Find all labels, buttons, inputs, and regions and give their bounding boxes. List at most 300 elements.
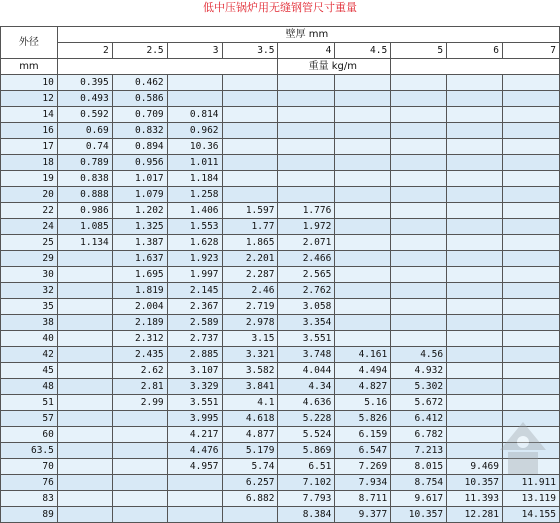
weight-cell[interactable]: 2.46	[222, 283, 278, 299]
weight-cell[interactable]	[112, 427, 167, 443]
weight-cell[interactable]: 1.553	[167, 219, 222, 235]
od-cell[interactable]: 20	[1, 187, 58, 203]
weight-cell[interactable]	[447, 187, 503, 203]
od-cell[interactable]: 40	[1, 331, 58, 347]
weight-cell[interactable]: 4.877	[222, 427, 278, 443]
weight-cell[interactable]: 1.997	[167, 267, 222, 283]
thickness-header-7[interactable]: 5	[391, 43, 447, 59]
weight-cell[interactable]	[112, 411, 167, 427]
weight-cell[interactable]: 0.789	[57, 155, 112, 171]
weight-cell[interactable]	[503, 75, 560, 91]
weight-cell[interactable]	[57, 347, 112, 363]
weight-cell[interactable]: 2.978	[222, 315, 278, 331]
weight-cell[interactable]: 7.213	[391, 443, 447, 459]
weight-cell[interactable]: 2.466	[278, 251, 335, 267]
weight-cell[interactable]	[391, 203, 447, 219]
weight-cell[interactable]: 0.832	[112, 123, 167, 139]
weight-cell[interactable]: 4.494	[335, 363, 391, 379]
weight-cell[interactable]	[447, 251, 503, 267]
weight-cell[interactable]	[278, 107, 335, 123]
weight-cell[interactable]: 7.934	[335, 475, 391, 491]
weight-cell[interactable]	[447, 315, 503, 331]
weight-cell[interactable]: 5.672	[391, 395, 447, 411]
weight-cell[interactable]	[447, 299, 503, 315]
weight-cell[interactable]	[503, 379, 560, 395]
weight-cell[interactable]: 5.524	[278, 427, 335, 443]
od-cell[interactable]: 76	[1, 475, 58, 491]
weight-cell[interactable]	[57, 427, 112, 443]
weight-cell[interactable]	[503, 139, 560, 155]
od-cell[interactable]: 29	[1, 251, 58, 267]
weight-cell[interactable]: 9.469	[447, 459, 503, 475]
weight-cell[interactable]: 11.911	[503, 475, 560, 491]
weight-cell[interactable]: 0.462	[112, 75, 167, 91]
weight-cell[interactable]: 1.011	[167, 155, 222, 171]
od-cell[interactable]: 48	[1, 379, 58, 395]
weight-cell[interactable]	[222, 91, 278, 107]
weight-cell[interactable]	[391, 107, 447, 123]
weight-cell[interactable]: 0.493	[57, 91, 112, 107]
weight-cell[interactable]: 0.814	[167, 107, 222, 123]
weight-cell[interactable]: 1.079	[112, 187, 167, 203]
table-row	[1, 331, 560, 347]
steel-pipe-weight-table	[0, 26, 560, 523]
weight-cell[interactable]: 5.869	[278, 443, 335, 459]
weight-cell[interactable]: 2.201	[222, 251, 278, 267]
weight-cell[interactable]	[391, 155, 447, 171]
od-cell[interactable]: 18	[1, 155, 58, 171]
weight-cell[interactable]	[278, 75, 335, 91]
thickness-header-3[interactable]: 3	[167, 43, 222, 59]
weight-cell[interactable]	[167, 475, 222, 491]
weight-cell[interactable]	[57, 491, 112, 507]
weight-cell[interactable]	[278, 171, 335, 187]
weight-cell[interactable]: 10.357	[391, 507, 447, 523]
weight-cell[interactable]: 4.932	[391, 363, 447, 379]
weight-cell[interactable]: 3.354	[278, 315, 335, 331]
weight-cell[interactable]	[57, 251, 112, 267]
weight-cell[interactable]: 0.395	[57, 75, 112, 91]
weight-cell[interactable]: 4.476	[167, 443, 222, 459]
od-cell[interactable]: 19	[1, 171, 58, 187]
weight-cell[interactable]: 2.99	[112, 395, 167, 411]
weight-cell[interactable]	[391, 187, 447, 203]
weight-cell[interactable]	[167, 91, 222, 107]
weight-cell[interactable]: 2.62	[112, 363, 167, 379]
weight-cell[interactable]	[447, 395, 503, 411]
thickness-header-5[interactable]: 4	[278, 43, 335, 59]
weight-cell[interactable]: 9.377	[335, 507, 391, 523]
weight-cell[interactable]: 4.56	[391, 347, 447, 363]
weight-cell[interactable]	[222, 155, 278, 171]
weight-cell[interactable]	[503, 395, 560, 411]
weight-cell[interactable]: 2.737	[167, 331, 222, 347]
thickness-header-1[interactable]: 2	[57, 43, 112, 59]
weight-cell[interactable]	[335, 187, 391, 203]
weight-cell[interactable]: 4.957	[167, 459, 222, 475]
od-cell[interactable]: 60	[1, 427, 58, 443]
weight-cell[interactable]	[503, 347, 560, 363]
od-unit-label[interactable]: mm	[1, 59, 58, 75]
weight-cell[interactable]	[503, 267, 560, 283]
weight-cell[interactable]	[57, 363, 112, 379]
weight-cell[interactable]: 1.77	[222, 219, 278, 235]
weight-cell[interactable]	[503, 331, 560, 347]
od-cell[interactable]: 89	[1, 507, 58, 523]
weight-cell[interactable]	[391, 251, 447, 267]
weight-cell[interactable]	[447, 123, 503, 139]
weight-cell[interactable]: 2.145	[167, 283, 222, 299]
table-row	[1, 283, 560, 299]
od-cell[interactable]: 30	[1, 267, 58, 283]
thickness-header-6[interactable]: 4.5	[335, 43, 391, 59]
weight-cell[interactable]	[57, 395, 112, 411]
weight-cell[interactable]: 0.838	[57, 171, 112, 187]
weight-cell[interactable]: 1.923	[167, 251, 222, 267]
weight-cell[interactable]: 11.393	[447, 491, 503, 507]
weight-cell[interactable]: 2.287	[222, 267, 278, 283]
weight-cell[interactable]: 10.36	[167, 139, 222, 155]
weight-cell[interactable]	[222, 123, 278, 139]
od-cell[interactable]: 45	[1, 363, 58, 379]
thickness-header-2[interactable]: 2.5	[112, 43, 167, 59]
weight-cell[interactable]	[335, 267, 391, 283]
weight-cell[interactable]: 1.695	[112, 267, 167, 283]
weight-cell[interactable]	[335, 171, 391, 187]
weight-cell[interactable]	[503, 283, 560, 299]
weight-cell[interactable]: 2.81	[112, 379, 167, 395]
weight-cell[interactable]: 5.16	[335, 395, 391, 411]
weight-cell[interactable]	[335, 75, 391, 91]
weight-cell[interactable]: 4.161	[335, 347, 391, 363]
weight-cell[interactable]: 7.793	[278, 491, 335, 507]
weight-cell[interactable]: 1.325	[112, 219, 167, 235]
weight-cell[interactable]	[391, 267, 447, 283]
table-row	[1, 235, 560, 251]
weight-cell[interactable]: 6.782	[391, 427, 447, 443]
weight-cell[interactable]	[447, 347, 503, 363]
weight-cell[interactable]: 3.841	[222, 379, 278, 395]
weight-cell[interactable]	[222, 107, 278, 123]
weight-cell[interactable]	[335, 139, 391, 155]
weight-cell[interactable]: 3.058	[278, 299, 335, 315]
weight-cell[interactable]: 5.74	[222, 459, 278, 475]
weight-cell[interactable]: 0.586	[112, 91, 167, 107]
weight-cell[interactable]	[57, 299, 112, 315]
weight-cell[interactable]	[278, 123, 335, 139]
weight-cell[interactable]	[335, 219, 391, 235]
weight-cell[interactable]	[391, 331, 447, 347]
weight-cell[interactable]	[447, 75, 503, 91]
weight-cell[interactable]	[447, 107, 503, 123]
weight-cell[interactable]: 10.357	[447, 475, 503, 491]
weight-cell[interactable]: 2.071	[278, 235, 335, 251]
weight-cell[interactable]: 8.384	[278, 507, 335, 523]
weight-cell[interactable]	[278, 187, 335, 203]
table-row	[1, 379, 560, 395]
weight-cell[interactable]	[335, 315, 391, 331]
weight-cell[interactable]: 8.754	[391, 475, 447, 491]
weight-cell[interactable]	[335, 203, 391, 219]
weight-cell[interactable]: 0.709	[112, 107, 167, 123]
weight-cell[interactable]: 5.302	[391, 379, 447, 395]
weight-cell[interactable]	[447, 91, 503, 107]
weight-cell[interactable]	[335, 251, 391, 267]
od-cell[interactable]: 38	[1, 315, 58, 331]
weight-cell[interactable]: 8.711	[335, 491, 391, 507]
weight-cell[interactable]: 1.184	[167, 171, 222, 187]
weight-cell[interactable]	[503, 315, 560, 331]
weight-cell[interactable]	[112, 491, 167, 507]
weight-cell[interactable]	[447, 267, 503, 283]
weight-cell[interactable]	[447, 203, 503, 219]
od-cell[interactable]: 51	[1, 395, 58, 411]
weight-cell[interactable]	[391, 171, 447, 187]
weight-cell[interactable]	[335, 331, 391, 347]
table-row	[1, 347, 560, 363]
blank-cell[interactable]	[391, 59, 560, 75]
weight-unit-label[interactable]: 重量 kg/m	[278, 59, 391, 75]
weight-cell[interactable]	[391, 283, 447, 299]
weight-cell[interactable]: 13.119	[503, 491, 560, 507]
weight-cell[interactable]	[112, 507, 167, 523]
weight-cell[interactable]	[391, 315, 447, 331]
weight-cell[interactable]: 4.1	[222, 395, 278, 411]
table-row	[1, 251, 560, 267]
weight-cell[interactable]: 2.885	[167, 347, 222, 363]
weight-cell[interactable]	[222, 187, 278, 203]
weight-cell[interactable]: 5.179	[222, 443, 278, 459]
thickness-header-9[interactable]: 7	[503, 43, 560, 59]
od-cell[interactable]: 83	[1, 491, 58, 507]
weight-cell[interactable]: 0.69	[57, 123, 112, 139]
weight-cell[interactable]: 1.819	[112, 283, 167, 299]
weight-cell[interactable]: 9.617	[391, 491, 447, 507]
weight-cell[interactable]	[447, 171, 503, 187]
table-row	[1, 139, 560, 155]
weight-cell[interactable]	[335, 283, 391, 299]
table-row	[1, 315, 560, 331]
weight-cell[interactable]	[391, 235, 447, 251]
weight-cell[interactable]: 1.258	[167, 187, 222, 203]
weight-cell[interactable]: 1.406	[167, 203, 222, 219]
weight-cell[interactable]	[112, 475, 167, 491]
weight-cell[interactable]: 6.159	[335, 427, 391, 443]
weight-cell[interactable]	[278, 139, 335, 155]
thickness-header-8[interactable]: 6	[447, 43, 503, 59]
weight-cell[interactable]: 4.618	[222, 411, 278, 427]
weight-cell[interactable]	[503, 235, 560, 251]
weight-cell[interactable]	[447, 139, 503, 155]
weight-cell[interactable]	[503, 363, 560, 379]
weight-cell[interactable]	[503, 91, 560, 107]
od-label[interactable]: 外径	[1, 27, 58, 59]
od-cell[interactable]: 12	[1, 91, 58, 107]
table-row	[1, 411, 560, 427]
weight-cell[interactable]: 4.34	[278, 379, 335, 395]
weight-cell[interactable]: 0.888	[57, 187, 112, 203]
weight-cell[interactable]: 0.956	[112, 155, 167, 171]
weight-cell[interactable]	[167, 491, 222, 507]
weight-cell[interactable]	[57, 379, 112, 395]
weight-cell[interactable]	[335, 299, 391, 315]
weight-cell[interactable]: 0.986	[57, 203, 112, 219]
weight-cell[interactable]: 1.776	[278, 203, 335, 219]
weight-cell[interactable]: 2.762	[278, 283, 335, 299]
od-cell[interactable]: 25	[1, 235, 58, 251]
weight-cell[interactable]: 8.015	[391, 459, 447, 475]
od-cell[interactable]: 24	[1, 219, 58, 235]
weight-cell[interactable]	[447, 219, 503, 235]
weight-cell[interactable]	[503, 123, 560, 139]
weight-cell[interactable]: 2.435	[112, 347, 167, 363]
weight-cell[interactable]	[335, 155, 391, 171]
weight-cell[interactable]: 7.269	[335, 459, 391, 475]
weight-cell[interactable]: 0.74	[57, 139, 112, 155]
weight-cell[interactable]	[447, 235, 503, 251]
weight-cell[interactable]: 2.189	[112, 315, 167, 331]
weight-cell[interactable]: 7.102	[278, 475, 335, 491]
weight-cell[interactable]	[57, 459, 112, 475]
watermark-logo-icon	[494, 416, 552, 480]
weight-cell[interactable]	[391, 219, 447, 235]
weight-cell[interactable]: 4.044	[278, 363, 335, 379]
weight-cell[interactable]	[391, 139, 447, 155]
weight-cell[interactable]: 1.628	[167, 235, 222, 251]
weight-cell[interactable]: 6.51	[278, 459, 335, 475]
weight-cell[interactable]: 0.592	[57, 107, 112, 123]
od-cell[interactable]: 10	[1, 75, 58, 91]
weight-cell[interactable]	[57, 443, 112, 459]
wall-thickness-label[interactable]: 壁厚 mm	[57, 27, 559, 43]
weight-cell[interactable]: 2.589	[167, 315, 222, 331]
weight-cell[interactable]	[503, 107, 560, 123]
weight-cell[interactable]: 3.748	[278, 347, 335, 363]
weight-cell[interactable]: 0.962	[167, 123, 222, 139]
weight-cell[interactable]: 6.547	[335, 443, 391, 459]
weight-cell[interactable]	[278, 91, 335, 107]
weight-cell[interactable]	[57, 331, 112, 347]
od-cell[interactable]: 16	[1, 123, 58, 139]
weight-cell[interactable]: 2.312	[112, 331, 167, 347]
od-cell[interactable]: 35	[1, 299, 58, 315]
od-cell[interactable]: 17	[1, 139, 58, 155]
weight-cell[interactable]	[503, 187, 560, 203]
thickness-header-4[interactable]: 3.5	[222, 43, 278, 59]
weight-cell[interactable]	[503, 251, 560, 267]
weight-cell[interactable]	[57, 283, 112, 299]
weight-cell[interactable]	[335, 123, 391, 139]
weight-cell[interactable]: 6.882	[222, 491, 278, 507]
weight-cell[interactable]	[167, 507, 222, 523]
weight-cell[interactable]	[391, 123, 447, 139]
weight-cell[interactable]: 4.217	[167, 427, 222, 443]
weight-cell[interactable]: 14.155	[503, 507, 560, 523]
weight-cell[interactable]: 5.228	[278, 411, 335, 427]
weight-cell[interactable]: 2.719	[222, 299, 278, 315]
weight-cell[interactable]	[447, 363, 503, 379]
weight-cell[interactable]	[57, 267, 112, 283]
weight-cell[interactable]	[222, 507, 278, 523]
weight-cell[interactable]	[278, 155, 335, 171]
weight-cell[interactable]: 2.565	[278, 267, 335, 283]
od-cell[interactable]: 63.5	[1, 443, 58, 459]
weight-cell[interactable]: 2.004	[112, 299, 167, 315]
weight-cell[interactable]	[447, 379, 503, 395]
od-cell[interactable]: 14	[1, 107, 58, 123]
weight-cell[interactable]	[57, 507, 112, 523]
weight-cell[interactable]: 1.637	[112, 251, 167, 267]
weight-cell[interactable]	[167, 75, 222, 91]
weight-cell[interactable]	[112, 459, 167, 475]
weight-cell[interactable]: 1.865	[222, 235, 278, 251]
od-cell[interactable]: 32	[1, 283, 58, 299]
weight-cell[interactable]	[503, 171, 560, 187]
weight-cell[interactable]: 3.329	[167, 379, 222, 395]
weight-cell[interactable]	[57, 315, 112, 331]
weight-cell[interactable]: 6.257	[222, 475, 278, 491]
weight-cell[interactable]: 1.202	[112, 203, 167, 219]
weight-cell[interactable]	[503, 155, 560, 171]
weight-cell[interactable]	[503, 219, 560, 235]
weight-cell[interactable]	[447, 283, 503, 299]
weight-cell[interactable]: 3.107	[167, 363, 222, 379]
weight-cell[interactable]: 1.017	[112, 171, 167, 187]
weight-cell[interactable]: 1.972	[278, 219, 335, 235]
weight-cell[interactable]	[391, 91, 447, 107]
weight-cell[interactable]	[222, 171, 278, 187]
weight-cell[interactable]: 3.15	[222, 331, 278, 347]
weight-cell[interactable]	[335, 235, 391, 251]
weight-cell[interactable]: 12.281	[447, 507, 503, 523]
weight-cell[interactable]	[447, 155, 503, 171]
weight-cell[interactable]: 1.387	[112, 235, 167, 251]
blank-cell[interactable]	[57, 59, 278, 75]
weight-cell[interactable]	[57, 475, 112, 491]
weight-cell[interactable]	[503, 299, 560, 315]
weight-cell[interactable]	[335, 107, 391, 123]
table-row	[1, 507, 560, 523]
weight-cell[interactable]: 3.321	[222, 347, 278, 363]
weight-cell[interactable]	[222, 139, 278, 155]
weight-cell[interactable]: 3.551	[167, 395, 222, 411]
weight-cell[interactable]	[112, 443, 167, 459]
weight-cell[interactable]: 6.412	[391, 411, 447, 427]
od-cell[interactable]: 57	[1, 411, 58, 427]
weight-cell[interactable]	[335, 91, 391, 107]
weight-cell[interactable]: 4.636	[278, 395, 335, 411]
weight-cell[interactable]: 0.894	[112, 139, 167, 155]
weight-cell[interactable]: 3.995	[167, 411, 222, 427]
weight-cell[interactable]	[391, 75, 447, 91]
weight-cell[interactable]: 3.582	[222, 363, 278, 379]
weight-cell[interactable]	[391, 299, 447, 315]
weight-cell[interactable]: 4.827	[335, 379, 391, 395]
weight-cell[interactable]	[57, 411, 112, 427]
od-cell[interactable]: 70	[1, 459, 58, 475]
weight-cell[interactable]: 2.367	[167, 299, 222, 315]
od-cell[interactable]: 22	[1, 203, 58, 219]
weight-cell[interactable]	[503, 203, 560, 219]
weight-cell[interactable]	[447, 331, 503, 347]
weight-cell[interactable]: 3.551	[278, 331, 335, 347]
weight-cell[interactable]: 1.085	[57, 219, 112, 235]
weight-cell[interactable]: 5.826	[335, 411, 391, 427]
od-cell[interactable]: 42	[1, 347, 58, 363]
weight-cell[interactable]: 1.597	[222, 203, 278, 219]
weight-cell[interactable]	[222, 75, 278, 91]
weight-cell[interactable]: 1.134	[57, 235, 112, 251]
